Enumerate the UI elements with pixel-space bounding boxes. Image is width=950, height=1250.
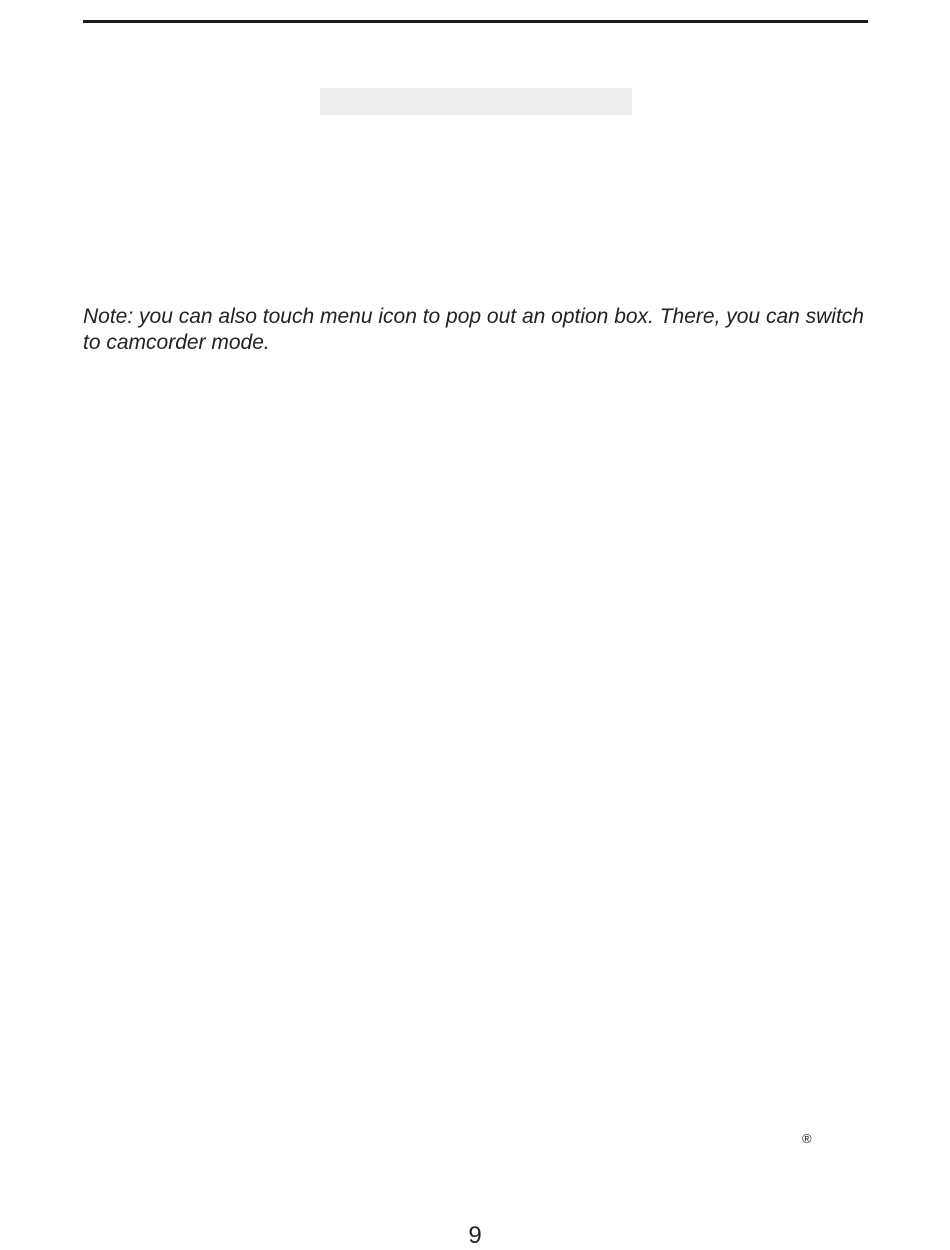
registered-mark: ® (802, 1131, 812, 1146)
top-rule (83, 20, 868, 23)
note-text: Note: you can also touch menu icon to pop out an option box. There, you can switch to camcorder mode. (83, 305, 864, 354)
highlight-shade (320, 88, 632, 115)
page-number: 9 (468, 1222, 482, 1249)
